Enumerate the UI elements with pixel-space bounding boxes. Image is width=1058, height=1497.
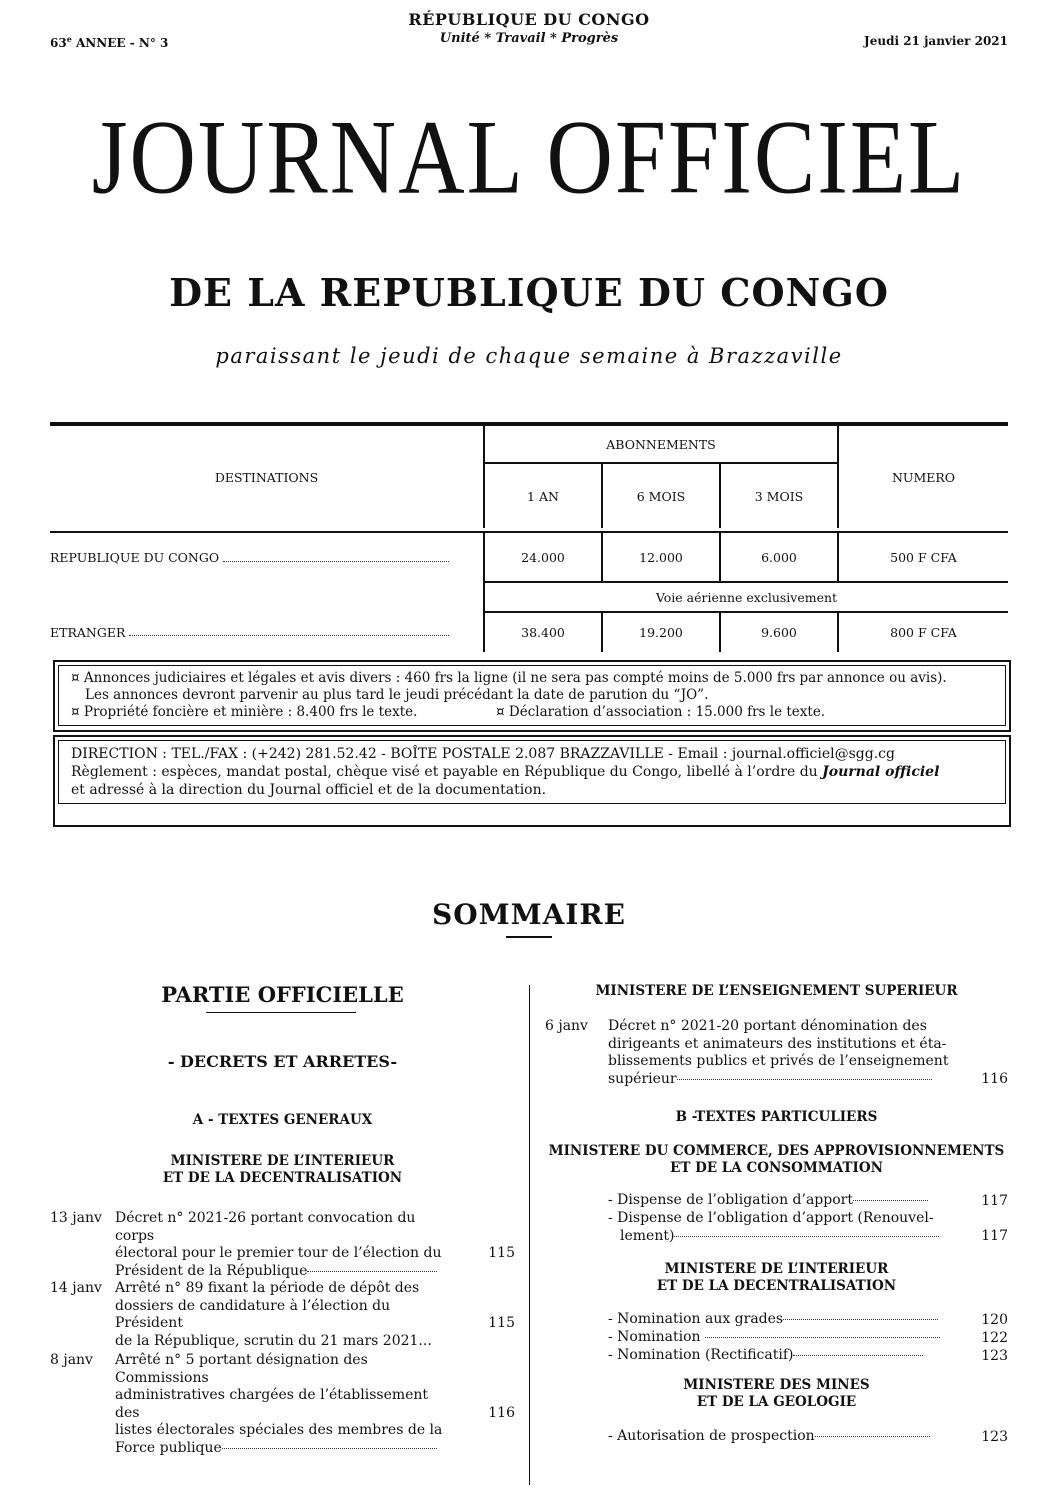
entry-line: Arrêté n° 89 fixant la période de dépôt des: [115, 1280, 420, 1296]
entry-line: listes électorales spéciales des membres de la: [115, 1422, 443, 1438]
air-mail-note: Voie aérienne exclusivement: [484, 582, 1008, 612]
ministry-heading: ET DE LA CONSOMMATION: [670, 1160, 883, 1176]
entry-line: de la République, scrutin du 21 mars 2021...: [115, 1332, 432, 1349]
ministry-heading: MINISTERE DE L’INTERIEUR: [664, 1261, 889, 1277]
payment-terms-cont: et adressé à la direction du Journal officiel et de la documentation.: [71, 782, 547, 798]
heading-rule: [206, 1012, 356, 1013]
entry-line: blissements publics et privés de l’enseignement: [608, 1053, 949, 1069]
entry-date: 6 janv: [545, 1018, 588, 1034]
table-row: [50, 612, 1008, 652]
price-6mois: 12.000: [602, 532, 720, 582]
entry-line: Arrêté n° 5 portant désignation des Commissions: [115, 1352, 368, 1386]
list-item: [50, 1352, 515, 1456]
price-1an: 24.000: [484, 532, 602, 582]
price-numero: 500 F CFA: [838, 532, 1008, 582]
entry-page: 120: [981, 1311, 1008, 1328]
entry-line: Président de la République: [115, 1262, 308, 1279]
entry-page: 116: [488, 1404, 515, 1421]
entry-line: Décret n° 2021-20 portant dénomination des: [608, 1018, 927, 1034]
list-item: [608, 1428, 1008, 1446]
list-item: [608, 1311, 1008, 1329]
entry-line: - Nomination (Rectificatif): [608, 1347, 794, 1363]
column-divider: [529, 985, 530, 1485]
rate-line: ¤ Déclaration d’association : 15.000 frs le texte.: [496, 704, 826, 720]
entry-page: 115: [488, 1244, 515, 1261]
entry-line: dossiers de candidature à l’élection du Président: [115, 1297, 391, 1331]
journal-subtitle: DE LA REPUBLIQUE DU CONGO: [169, 270, 889, 315]
entry-line: Force publique: [115, 1439, 222, 1456]
header-numero: NUMERO: [838, 426, 1008, 528]
direction-contact: DIRECTION : TEL./FAX : (+242) 281.52.42 - BOÎTE POSTALE 2.087 BRAZZAVILLE - Email : journal.officiel@sgg.cg: [71, 746, 895, 762]
entry-line: - Nomination aux grades: [608, 1311, 784, 1327]
price-3mois: 9.600: [720, 612, 838, 652]
entry-page: 123: [981, 1428, 1008, 1445]
list-item: [50, 1210, 515, 1279]
entry-line: - Nomination: [608, 1329, 705, 1345]
publication-tagline: paraissant le jeudi de chaque semaine à Brazzaville: [215, 344, 843, 368]
price-numero: 800 F CFA: [838, 612, 1008, 652]
price-3mois: 6.000: [720, 532, 838, 582]
entry-line: - Dispense de l’obligation d’apport: [608, 1192, 853, 1208]
rate-line: ¤ Annonces judiciaires et légales et avis divers : 460 frs la ligne (il ne sera pas compté moins de 5.000 frs par annonce ou avis).: [71, 670, 947, 686]
entry-line: - Dispense de l’obligation d’apport (Renouvel-: [608, 1210, 934, 1226]
entry-line: Décret n° 2021-26 portant convocation du corps: [115, 1210, 416, 1244]
entry-line: administratives chargées de l’établissement des: [115, 1387, 429, 1421]
entry-page: 123: [981, 1347, 1008, 1364]
issue-date: Jeudi 21 janvier 2021: [864, 34, 1008, 48]
entry-page: 117: [981, 1227, 1008, 1244]
entry-page: 115: [488, 1314, 515, 1331]
list-item: [50, 1280, 515, 1349]
entry-page: 122: [981, 1329, 1008, 1346]
list-item: [608, 1347, 1008, 1365]
decrets-heading: - DECRETS ET ARRETES-: [167, 1052, 398, 1071]
price-1an: 38.400: [484, 612, 602, 652]
ministry-heading: MINISTERE DE L’ENSEIGNEMENT SUPERIEUR: [595, 983, 958, 999]
issue-number: 63e ANNEE - N° 3: [50, 34, 169, 50]
price-6mois: 19.200: [602, 612, 720, 652]
textes-particuliers-heading: B -TEXTES PARTICULIERS: [675, 1109, 878, 1125]
destination-label: ETRANGER: [50, 624, 126, 640]
ministry-heading: ET DE LA GEOLOGIE: [696, 1394, 857, 1410]
entry-date: 8 janv: [50, 1352, 93, 1368]
journal-title: JOURNAL OFFICIEL: [91, 98, 967, 216]
journal-name-emphasis: Journal officiel: [822, 764, 940, 780]
entry-line: supérieur: [608, 1070, 677, 1087]
national-motto: Unité * Travail * Progrès: [439, 31, 619, 46]
entry-line: - Autorisation de prospection: [608, 1428, 815, 1444]
header-3mois: 3 MOIS: [720, 463, 838, 528]
entry-page: 117: [981, 1192, 1008, 1209]
entry-date: 14 janv: [50, 1280, 102, 1296]
ministry-heading: ET DE LA DECENTRALISATION: [656, 1278, 897, 1294]
header-destinations: DESTINATIONS: [214, 469, 319, 485]
sommaire-title: SOMMAIRE: [431, 898, 627, 931]
list-item: [545, 1018, 1008, 1088]
entry-line: électoral pour le premier tour de l’élection du: [115, 1245, 442, 1261]
entry-line: lement): [620, 1227, 675, 1244]
table-row: [50, 532, 1008, 582]
payment-terms: Règlement : espèces, mandat postal, chèque visé et payable en République du Congo, libellé à l’ordre du: [71, 764, 823, 780]
entry-date: 13 janv: [50, 1210, 102, 1226]
destination-label: REPUBLIQUE DU CONGO: [50, 550, 220, 565]
ministry-heading: MINISTERE DU COMMERCE, DES APPROVISIONNEMENTS: [548, 1143, 1005, 1159]
ministry-heading: ET DE LA DECENTRALISATION: [162, 1170, 403, 1186]
announcement-rates-box: [53, 660, 1011, 732]
header-1an: 1 AN: [484, 463, 602, 528]
header-6mois: 6 MOIS: [602, 463, 720, 528]
partie-officielle-heading: PARTIE OFFICIELLE: [161, 982, 404, 1007]
ministry-heading: MINISTERE DES MINES: [683, 1377, 870, 1393]
textes-generaux-heading: A - TEXTES GENERAUX: [192, 1112, 373, 1128]
list-item: [608, 1210, 1008, 1245]
rate-line: ¤ Propriété foncière et minière : 8.400 frs le texte.: [71, 704, 418, 720]
subscription-table: [50, 422, 1008, 652]
list-item: [608, 1329, 1008, 1347]
direction-box: [53, 735, 1011, 827]
entry-page: 116: [981, 1070, 1008, 1087]
entry-line: dirigeants et animateurs des institutions et éta-: [608, 1035, 947, 1052]
ministry-heading: MINISTERE DE L’INTERIEUR: [170, 1153, 395, 1169]
header-abonnements: ABONNEMENTS: [484, 426, 838, 463]
rate-line: Les annonces devront parvenir au plus tard le jeudi précédant la date de parution du “JO”.: [85, 687, 709, 703]
sommaire-rule: [506, 936, 552, 938]
republic-name: RÉPUBLIQUE DU CONGO: [408, 10, 650, 29]
list-item: [608, 1192, 1008, 1210]
